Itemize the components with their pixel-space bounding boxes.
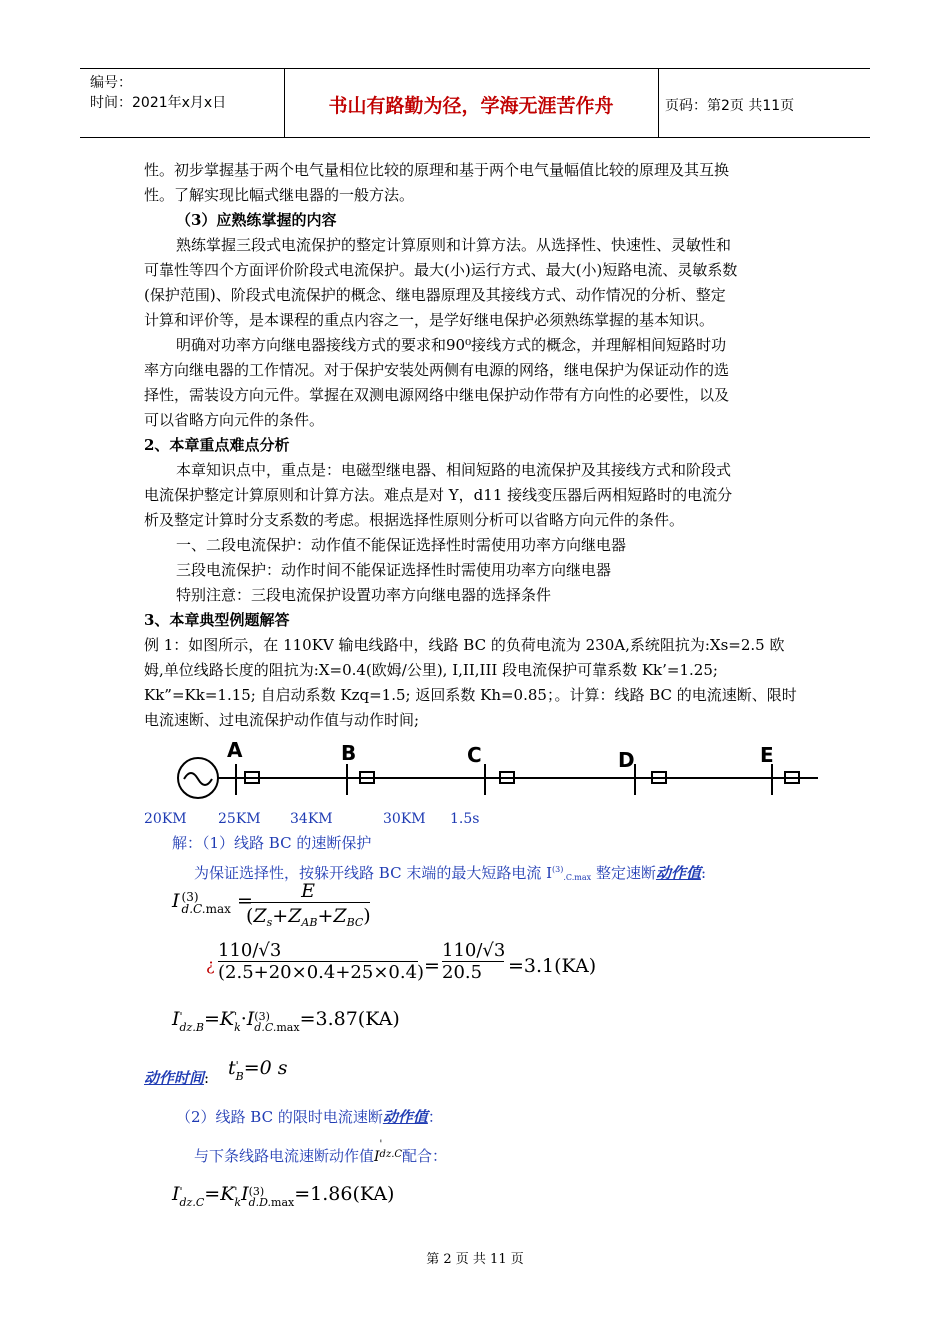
desc-text: 整定速断 — [595, 864, 656, 882]
colon: : — [700, 864, 707, 882]
formula-2-eq: = — [424, 955, 440, 977]
time-label: 1.5s — [450, 811, 480, 827]
section-subheading: （3）应熟练掌握的内容 — [176, 211, 337, 229]
bus-label-a: A — [227, 738, 243, 762]
desc-text: 为保证选择性，按躲开线路 BC 末端的最大短路电流 I — [194, 864, 553, 882]
paragraph-line: 本章知识点中，重点是：电磁型继电器、相间短路的电流保护及其接线方式和阶段式 — [176, 461, 732, 479]
paragraph-line: Kk”=Kk=1.15; 自启动系数 Kzq=1.5; 返回系数 Kh=0.85；。计算：线路 BC 的电流速断、限时 — [144, 686, 797, 704]
paragraph-line: 可以省略方向元件的条件。 — [144, 411, 325, 429]
missing-glyph: ¿ — [206, 955, 215, 974]
action-value-link[interactable]: 动作值 — [655, 864, 701, 882]
header-motto: 书山有路勤为径，学海无涯苦作舟 — [328, 95, 614, 117]
paragraph-line: 例 1：如图所示，在 110KV 输电线路中，线路 BC 的负荷电流为 230A,系统阻抗为:Xs=2.5 欧 — [144, 636, 785, 654]
solution-step: 解：（1）线路 BC 的速断保护 — [172, 834, 372, 852]
paragraph-line: 计算和评价等，是本课程的重点内容之一，是学好继电保护必须熟练掌握的基本知识。 — [144, 311, 715, 329]
paragraph-line: 电流保护整定计算原则和计算方法。难点是对 Y，d11 接线变压器后两相短路时的电流分 — [144, 486, 733, 504]
formula-3: I' dz.B=K' k·I(3) d.C.max=3.87(KA) — [172, 1008, 400, 1034]
bus-label-b: B — [341, 741, 357, 765]
segment-label: 30KM — [383, 811, 426, 827]
page-footer: 第 2 页 共 11 页 — [426, 1252, 524, 1267]
generator-sine — [184, 773, 212, 785]
paragraph-line: 三段电流保护：动作时间不能保证选择性时需使用功率方向继电器 — [176, 561, 612, 579]
paragraph-line: 性。初步掌握基于两个电气量相位比较的原理和基于两个电气量幅值比较的原理及其互换 — [144, 161, 730, 179]
paragraph-line: 析及整定计算时分支系数的考虑。根据选择性原则分析可以省略方向元件的条件。 — [144, 511, 685, 529]
formula-1-lhs: I (3) d.C.max = — [172, 890, 253, 916]
time-label: 时间：2021年x月x日 — [90, 95, 227, 111]
solution-step: （2）线路 BC 的限时电流速断动作值： — [176, 1108, 443, 1126]
action-value-link[interactable]: 动作值 — [382, 1108, 428, 1126]
bus-label-d: D — [618, 748, 635, 772]
action-time-line: 动作时间: — [144, 1069, 210, 1087]
paragraph-line: 特别注意：三段电流保护设置功率方向继电器的选择条件 — [176, 586, 552, 604]
action-time-link[interactable]: 动作时间 — [144, 1069, 205, 1087]
segment-label: 20KM — [144, 811, 187, 827]
segment-label: 25KM — [218, 811, 261, 827]
bus-label-c: C — [467, 743, 482, 767]
formula-5: I' dz.C=K' kI(3) d.D.max=1.86(KA) — [172, 1183, 395, 1209]
paragraph-line: 姆,单位线路长度的阻抗为:X=0.4(欧姆/公里), I,II,III 段电流保护可靠系数 Kk’=1.25; — [144, 661, 718, 679]
bus-label-e: E — [760, 743, 774, 767]
formula-4: t' B=0 s — [228, 1057, 288, 1083]
solution-desc: 为保证选择性，按躲开线路 BC 末端的最大短路电流 $I^{(3)}.C.\max$ 整定速断动作值: — [194, 864, 707, 882]
paragraph-line: (保护范围)、阶段式电流保护的概念、继电器原理及其接线方式、动作情况的分析、整定 — [144, 286, 726, 304]
paragraph-line: 可靠性等四个方面评价阶段式电流保护。最大(小)运行方式、最大(小)短路电流、灵敏系数 — [144, 261, 738, 279]
paragraph-line: 电流速断、过电流保护动作值与动作时间; — [144, 711, 420, 729]
formula-2-frac-a: 110/√3 (2.5+20×0.4+25×0.4) — [218, 940, 425, 983]
paragraph-line: 性。了解实现比幅式继电器的一般方法。 — [144, 186, 415, 204]
paragraph-line: 择性，需装设方向元件。掌握在双测电源网络中继电保护动作带有方向性的必要性，以及 — [144, 386, 730, 404]
formula-2-frac-b: 110/√3 20.5 — [442, 940, 506, 983]
formula-2-result: =3.1(KA) — [508, 955, 597, 977]
paragraph-line: 一、二段电流保护：动作值不能保证选择性时需使用功率方向继电器 — [176, 536, 627, 554]
section-heading: 3、本章典型例题解答 — [144, 611, 290, 629]
paragraph-line: 明确对功率方向继电器接线方式的要求和90⁰接线方式的概念，并理解相间短路时功 — [176, 336, 727, 354]
paragraph-line: 率方向继电器的工作情况。对于保护安装处两侧有电源的网络，继电保护为保证动作的选 — [144, 361, 730, 379]
page-number-label: 页码：第2页 共11页 — [665, 98, 795, 114]
segment-label: 34KM — [290, 811, 333, 827]
number-label: 编号： — [90, 75, 132, 91]
formula-1-rhs: E $(Z_s+Z_{AB}+Z_{BC})$ — [246, 880, 371, 929]
section-heading: 2、本章重点难点分析 — [144, 436, 290, 454]
solution-desc: 与下条线路电流速断动作值I' dz.C配合： — [194, 1139, 448, 1165]
paragraph-line: 熟练掌握三段式电流保护的整定计算原则和计算方法。从选择性、快速性、灵敏性和 — [176, 236, 732, 254]
